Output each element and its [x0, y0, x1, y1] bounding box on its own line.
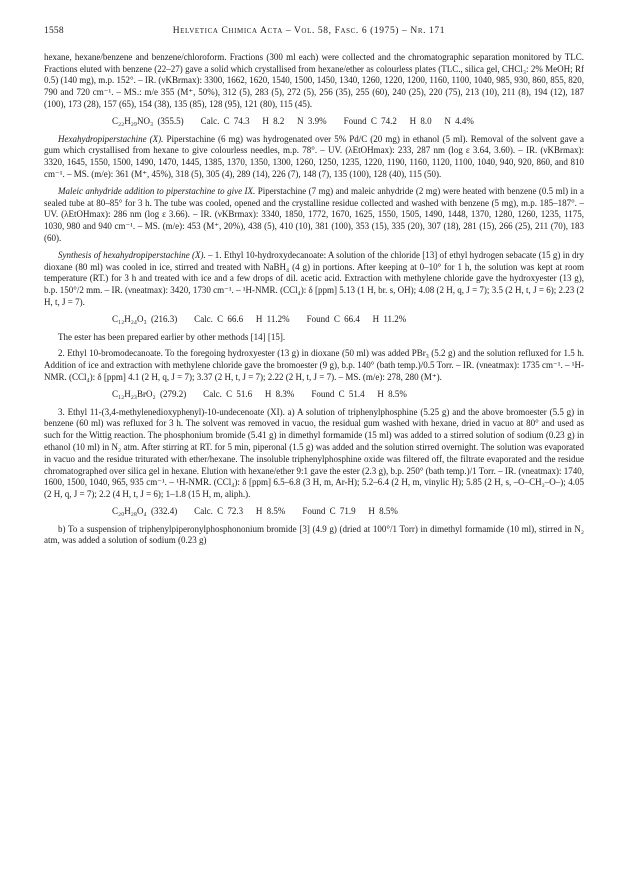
- body-text: [44, 52, 584, 547]
- journal-title: Helvetica Chimica Acta – Vol. 58, Fasc. 6 (1975) – Nr. 171: [172, 26, 446, 36]
- paragraph-undecenoate: 3. Ethyl 11-(3,4-methylenedioxyphenyl)-10-undecenoate (XI). a) A solution of triphenylphosphine (5.25 g) and the above bromoester (5.5 g) in benzene (60 ml) was refluxed for 3 h. The solvent was removed in vacuo, the residual gum washed with hexane, dried in vacuo at 80° and used as such for the Wittig reaction. The phosphonium bromide (5.41 g) in dimethyl formamide (15 ml) was added to a stirred solution of sodium (0.23 g) in ethanol (10 ml) in N₂ atm. After stirring at RT. for 5 min, piperonal (1.5 g) was added and the solution stirred overnight. The solution was evaporated in vacuo and the residue triturated with ether/hexane. The insoluble triphenylphosphine oxide was filtered off, the filtrate evaporated and the residue chromatographed over silica gel in hexane. Elution with hexane/ether 9:1 gave the ester (2.3 g), b.p. 250° (bath temp.)/1 Torr. – IR. (νneatmax): 1740, 1600, 1500, 1040, 965, 935 cm⁻¹. – ¹H-NMR. (CCl₄): δ [ppm] 6.5–6.8 (3 H, m, Ar-H); 5.2–6.4 (2 H, m, vinylic H); 5.85 (2 H, s, –O–CH₂–O–); 4.05 (2 H, q, J = 7); 2.2 (4 H, t, J = 6); 1–1.8 (15 H, m, aliph.).: [44, 406, 584, 500]
- page-number: 1558: [44, 26, 64, 36]
- elemental-analysis: C₁₂H₂₃BrO₂ (279.2) Calc. C 51.6 H 8.3% Found C 51.4 H 8.5%: [112, 388, 407, 399]
- paragraph-bromodecanoate: 2. Ethyl 10-bromodecanoate. To the foregoing hydroxyester (13 g) in dioxane (50 ml) was added PBr₃ (5.2 g) and the solution refluxed for 1.5 h. Addition of ice and extraction with methylene chloride gave the bromoester (9 g), b.p. 140° (bath temp.)/0.5 Torr. – IR. (νneatmax): 1735 cm⁻¹. – ¹H-NMR. (CCl₄): δ [ppm] 4.1 (2 H, q, J = 7); 3.37 (2 H, t, J = 7); 2.22 (2 H, t, J = 7). – MS. (m/e): 278, 280 (M⁺).: [44, 348, 584, 382]
- paragraph-maleic-anhydride: Maleic anhydride addition to piperstachine to give IX. Piperstachine (7 mg) and maleic anhydride (2 mg) were heated with benzene (0.5 ml) in a sealed tube at 80–85° for 3 h. The tube was cooled, opened and the crystalline residue collected and washed with benzene (5 mg), m.p. 185–187°. – UV. (λEtOHmax): 286 nm (log ε 3.66). – IR. (νKBrmax): 3340, 1850, 1772, 1670, 1625, 1550, 1505, 1490, 1448, 1370, 1280, 1260, 1235, 1175, 1030, 980 and 940 cm⁻¹. – MS. (m/e): 453 (M⁺, 20%), 438 (5), 410 (10), 381 (100), 353 (15), 335 (20), 307 (18), 281 (15), 266 (25), 211 (70), 183 (60).: [44, 185, 584, 243]
- elemental-analysis: C₁₂H₂₄O₃ (216.3) Calc. C 66.6 H 11.2% Found C 66.4 H 11.2%: [112, 313, 407, 324]
- paragraph-heading: Hexahydropiperstachine (X).: [58, 133, 164, 144]
- elemental-analysis: C₂₂H₂₉NO₃ (355.5) Calc. C 74.3 H 8.2 N 3.9% Found C 74.2 H 8.0 N 4.4%: [112, 115, 474, 126]
- paragraph-heading: Maleic anhydride addition to piperstachine to give IX.: [58, 185, 256, 196]
- paragraph-heading: Synthesis of hexahydropiperstachine (X).: [58, 249, 206, 260]
- paragraph-hexahydropiperstachine: Hexahydropiperstachine (X). Piperstachine (6 mg) was hydrogenated over 5% Pd/C (20 mg) in ethanol (5 ml). Removal of the solvent gave a gum which crystallised from hexane to give colourless needles, m.p. 78°. – UV. (λEtOHmax): 233, 287 nm (log ε 3.64, 3.60). – IR. (νKBrmax): 3320, 1645, 1550, 1500, 1490, 1470, 1445, 1385, 1370, 1350, 1300, 1260, 1250, 1235, 1220, 1190, 1160, 1120, 1100, 1040, 940, 920, 860, and 810 cm⁻¹. – MS. (m/e): 361 (M⁺, 45%), 318 (5), 305 (4), 289 (14), 226 (7), 148 (7), 135 (100), 128 (40), 115 (50).: [44, 133, 584, 179]
- paragraph-ester-note: The ester has been prepared earlier by other methods [14] [15].: [58, 331, 286, 342]
- paragraph-part-b: b) To a suspension of triphenylpiperonylphosphononium bromide [3] (4.9 g) (dried at 100°/1 Torr) in dimethyl formamide (10 ml), stirred in N₂ atm, was added a solution of sodium (0.23 g): [44, 523, 584, 546]
- paragraph-synthesis: Synthesis of hexahydropiperstachine (X). – 1. Ethyl 10-hydroxydecanoate: A solution of the chloride [13] of ethyl hydrogen sebacate (15 g) in dry dioxane (80 ml) was cooled in ice, stirred and treated with NaBH₄ (4 g) in portions. After keeping at 0–10° for 1 h, the solution was kept at room temperature (RT.) for 3 h and treated with ice and a few drops of dil. acetic acid. Extraction with methylene chloride gave the hydroxyester (13 g), b.p. 150°/2 mm. – IR. (νneatmax): 3420, 1730 cm⁻¹. – ¹H-NMR. (CCl₄): δ [ppm] 5.13 (1 H, br. s, OH); 4.08 (2 H, q, J = 7); 3.5 (2 H, t, J = 6); 2.23 (2 H, t, J = 7).: [44, 249, 584, 307]
- running-head: [44, 26, 584, 38]
- paper-page: [44, 26, 584, 552]
- paragraph-continuation: hexane, hexane/benzene and benzene/chloroform. Fractions (300 ml each) were collected and the chromatographic separation monitored by TLC. Fractions eluted with benzene (22–27) gave a solid which crystallised from hexane/ether as colourless plates (TLC., silica gel, CHCl₃: 2% MeOH; Rf 0.5) (140 mg), m.p. 152°. – IR. (νKBrmax): 3300, 1662, 1620, 1540, 1500, 1450, 1340, 1260, 1220, 1200, 1160, 1100, 1040, 985, 930, 860, 855, 820, 790 and 720 cm⁻¹. – MS.: m/e 355 (M⁺, 50%), 312 (5), 283 (5), 272 (5), 256 (35), 255 (60), 240 (25), 220 (75), 213 (10), 211 (8), 194 (12), 187 (100), 173 (28), 157 (65), 154 (38), 135 (85), 128 (95), 121 (80), 115 (45).: [44, 51, 584, 109]
- elemental-analysis: C₂₀H₂₈O₄ (332.4) Calc. C 72.3 H 8.5% Found C 71.9 H 8.5%: [112, 505, 398, 516]
